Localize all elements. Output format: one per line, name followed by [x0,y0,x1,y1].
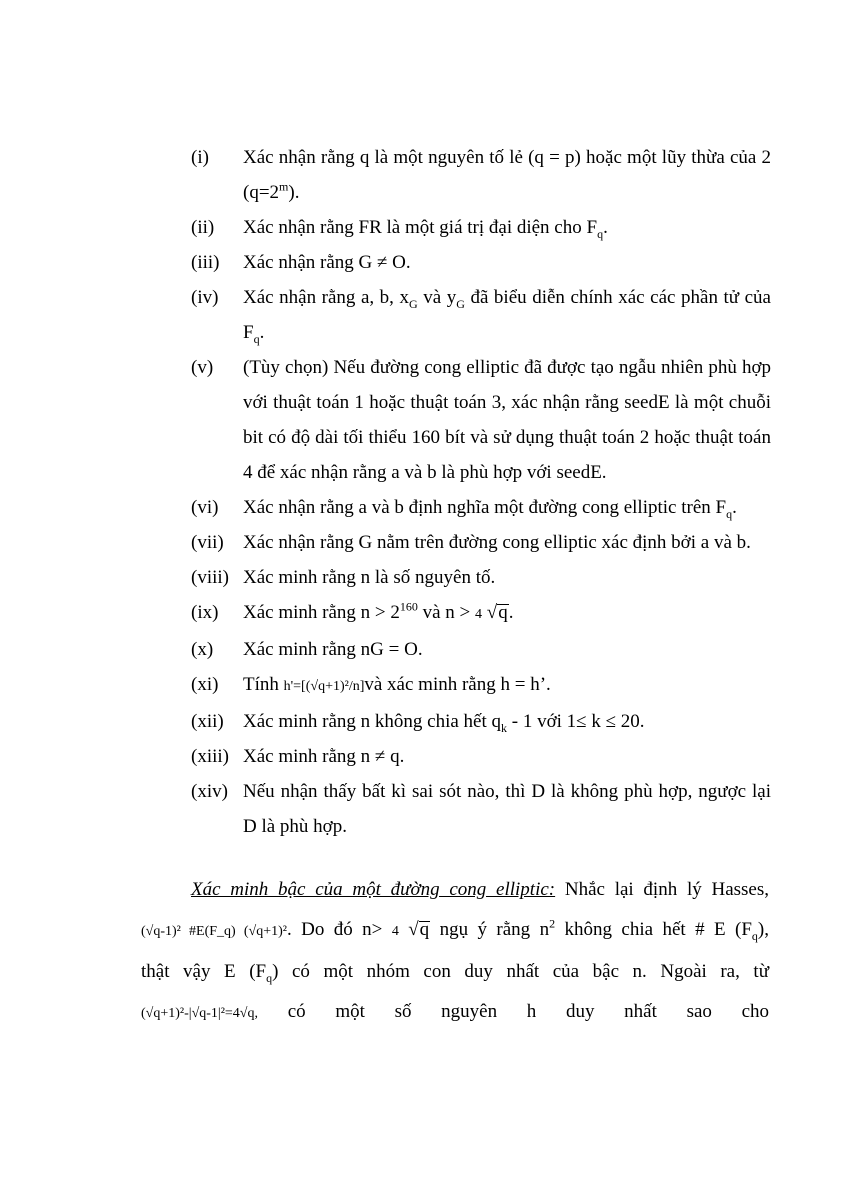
item-number: (x) [191,639,214,660]
list-item [191,774,771,844]
item-number: (v) [191,357,214,378]
item-number: (xi) [191,674,219,695]
paragraph-line: (√q-1)² #E(F_q) (√q+1)². Do đó n> 4 √q ngụ ý rằng $n^2$ không chia hết # E $(F_q)$, [141,916,769,943]
item-text: Xác nhận rằng q là một nguyên tố lẻ (q = p) hoặc một lũy thừa của 2 $(q=2^m)$. [243,147,771,203]
radical: q [419,919,430,940]
item-text: Xác nhận rằng a và b định nghĩa một đường cong elliptic trên $F_q$. [243,497,737,521]
item-text: Xác nhận rằng a, b, $x_G$ và $y_G$ đã biểu diễn chính xác các phần tử của $F_q$. [243,287,771,346]
formula: (√q-1)² #E(F_q) (√q+1)² [141,924,287,939]
item-text: Xác minh rằng $n > 2^{160}$ và n > 4 √q. [243,599,514,623]
formula: h'=[(√q+1)²/n] [283,679,365,694]
item-text: (Tùy chọn) Nếu đường cong elliptic đã được tạo ngẫu nhiên phù hợp với thuật toán 1 hoặc thuật toán 3, xác nhận rằng seedE là một chuỗi bit có độ dài tối thiểu 160 bít và sử dụng thuật toán 2 hoặc thuật toán 4 để xác nhận rằng a và b là phù hợp với seedE. [243,357,771,483]
paragraph-line: Xác minh bậc của một đường cong elliptic: Nhắc lại định lý Hasses, [191,879,769,900]
item-number: (ix) [191,602,219,623]
list-item [191,632,771,667]
list-item [191,280,771,350]
item-number: (vi) [191,497,219,518]
item-number: (ii) [191,217,215,238]
list-item [191,140,771,210]
list-item [191,210,771,245]
paragraph-line: thật vậy E $(F_q)$ có một nhóm con duy nhất của bậc n. Ngoài ra, từ [141,961,769,985]
formula: (√q+1)²-|√q-1|²=4√q, [141,1006,258,1021]
list-item [191,525,771,560]
item-number: (i) [191,147,209,168]
item-text: Xác minh rằng nG = O. [243,639,423,660]
item-number: (xiv) [191,781,228,802]
list-item [191,704,771,739]
item-text: Xác minh rằng n ≠ q. [243,746,405,767]
item-text: Xác minh rằng n không chia hết $q_k - 1$ với 1≤ k ≤ 20. [243,711,645,735]
list-item [191,350,771,490]
list-item [191,490,771,525]
item-number: (xii) [191,711,224,732]
item-number: (iii) [191,252,220,273]
verification-list [191,140,771,844]
hasse-paragraph [141,870,769,1034]
item-number: (vii) [191,532,224,553]
section-heading: Xác minh bậc của một đường cong elliptic: [191,879,556,900]
list-item [191,667,771,704]
list-item [191,245,771,280]
item-text: Xác nhận rằng G ≠ O. [243,252,411,273]
radical: q [498,602,508,623]
item-text: Xác nhận rằng FR là một giá trị đại diện cho $F_q$. [243,217,608,241]
item-number: (iv) [191,287,219,308]
item-text: Xác minh rằng n là số nguyên tố. [243,567,496,588]
list-item [191,595,771,632]
item-number: (viii) [191,567,229,588]
list-item [191,739,771,774]
item-text: Xác nhận rằng G nằm trên đường cong elliptic xác định bởi a và b. [243,532,751,553]
paragraph-line: (√q+1)²-|√q-1|²=4√q, có một số nguyên h duy nhất sao cho [141,1001,770,1022]
item-text: Nếu nhận thấy bất kì sai sót nào, thì D là không phù hợp, ngược lại D là phù hợp. [243,781,771,837]
list-item [191,560,771,595]
item-number: (xiii) [191,746,229,767]
item-text: Tính h'=[(√q+1)²/n]và xác minh rằng h = h’. [243,674,551,695]
